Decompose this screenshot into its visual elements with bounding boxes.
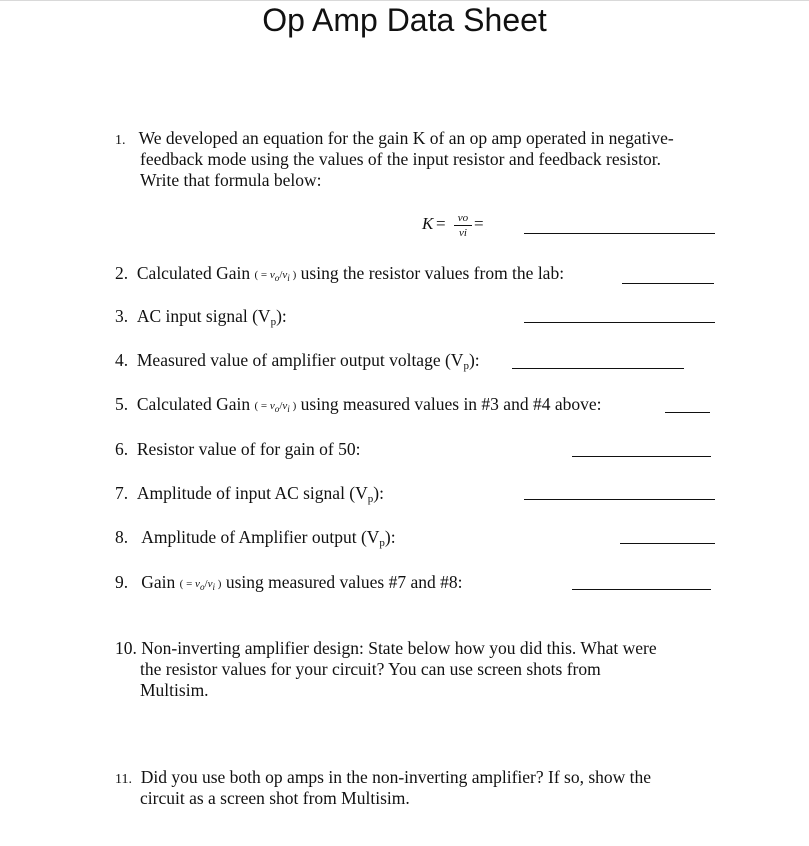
gain-expression-9: ( = $v_o/v_i$ )	[179, 578, 222, 593]
answer-blank-4[interactable]	[512, 368, 684, 369]
question-6	[115, 439, 360, 460]
question-7-number: 7.	[115, 483, 129, 503]
gain-expression-2: ( = $v_o/v_i$ )	[254, 269, 297, 284]
question-1-line2: feedback mode using the values of the input resistor and feedback resistor.	[140, 149, 661, 169]
question-3-text: AC input signal (V	[136, 306, 271, 326]
question-9-number: 9.	[115, 572, 129, 592]
answer-blank-7[interactable]	[524, 499, 715, 500]
answer-blank-5[interactable]	[665, 412, 710, 413]
question-8: 8. Amplitude of Amplifier output $(V_p)$:	[115, 527, 396, 549]
question-7: 7. Amplitude of input AC signal $(V_p)$:	[115, 483, 384, 505]
answer-blank-8[interactable]	[620, 543, 715, 544]
question-10-line1: Non-inverting amplifier design: State below how you did this. What were	[141, 638, 657, 658]
formula-equals: =	[436, 214, 446, 233]
question-7-text: Amplitude of input AC signal (V	[136, 483, 368, 503]
question-6-text: Resistor value of for gain of 50:	[136, 439, 361, 459]
question-4-text: Measured value of amplifier output voltage (V	[136, 350, 464, 370]
formula-denominator: vi	[459, 227, 467, 239]
question-3-number: 3.	[115, 306, 129, 326]
question-1-line3: Write that formula below:	[140, 170, 322, 190]
formula-equals-2: =	[474, 214, 484, 233]
question-5-number: 5.	[115, 394, 129, 414]
formula-fraction-bar	[454, 225, 472, 226]
gain-expression-5: ( = $v_o/v_i$ )	[254, 400, 297, 415]
question-5-post: using measured values in #3 and #4 above:	[300, 394, 602, 414]
question-3: 3. AC input signal $(V_p)$:	[115, 306, 287, 328]
question-3-sub: p	[270, 316, 277, 328]
question-9	[115, 572, 463, 598]
question-9-post: using measured values #7 and #8:	[225, 572, 463, 592]
question-4-number: 4.	[115, 350, 129, 370]
question-11-line1: Did you use both op amps in the non-inverting amplifier? If so, show the	[140, 767, 652, 787]
answer-blank-9[interactable]	[572, 589, 711, 590]
question-4-sub: p	[463, 360, 469, 372]
question-10-line3: Multisim.	[140, 680, 209, 700]
question-2-pre: Calculated Gain	[136, 263, 251, 283]
question-10-number: 10.	[115, 638, 137, 658]
formula-numerator: vo	[457, 212, 469, 224]
question-7-sub: p	[367, 493, 374, 505]
question-11	[115, 767, 735, 809]
formula-k: K	[422, 214, 434, 233]
question-11-number: 11.	[115, 772, 132, 787]
answer-blank-6[interactable]	[572, 456, 711, 457]
question-10	[115, 638, 735, 701]
question-8-number: 8.	[115, 527, 129, 547]
question-1-number: 1.	[115, 133, 126, 148]
question-2	[115, 263, 564, 289]
question-8-sub: p	[379, 537, 385, 549]
question-10-line2: the resistor values for your circuit? You can use screen shots from	[140, 659, 601, 679]
question-2-number: 2.	[115, 263, 129, 283]
question-4: 4. Measured value of amplifier output voltage $(V_p)$:	[115, 350, 480, 372]
answer-blank-3[interactable]	[524, 322, 715, 323]
question-1	[115, 128, 735, 191]
question-1-line1: We developed an equation for the gain K of an op amp operated in negative-	[138, 128, 674, 148]
answer-blank-1[interactable]	[524, 233, 715, 234]
question-5	[115, 394, 601, 420]
page-title: Op Amp Data Sheet	[262, 2, 547, 38]
question-5-pre: Calculated Gain	[136, 394, 251, 414]
question-6-number: 6.	[115, 439, 129, 459]
question-9-pre: Gain	[141, 572, 176, 592]
question-8-text: Amplitude of Amplifier output (V	[141, 527, 380, 547]
answer-blank-2[interactable]	[622, 283, 714, 284]
question-11-line2: circuit as a screen shot from Multisim.	[140, 788, 410, 808]
question-2-post: using the resistor values from the lab:	[300, 263, 565, 283]
formula-fraction	[454, 212, 472, 239]
